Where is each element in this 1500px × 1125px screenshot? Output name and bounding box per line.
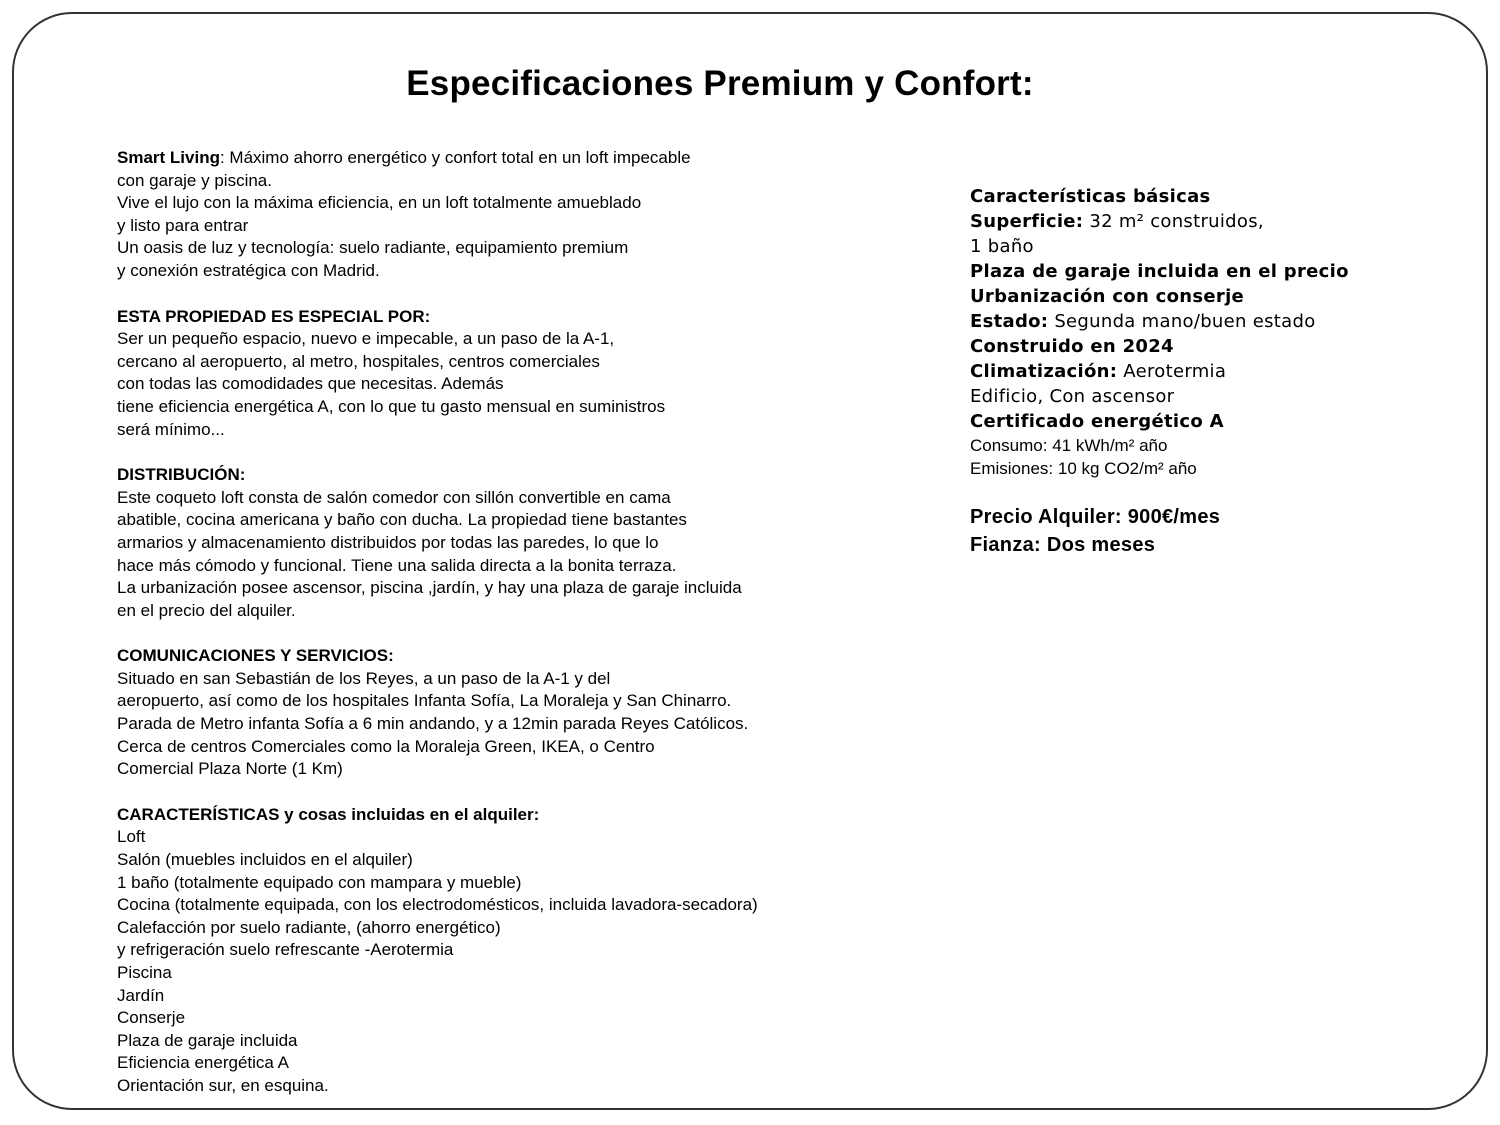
especial-line: Ser un pequeño espacio, nuevo e impecable, a un paso de la A-1, bbox=[117, 329, 615, 349]
consumo-value: Consumo: 41 kWh/m² año bbox=[970, 436, 1168, 455]
especial-line: cercano al aeropuerto, al metro, hospitales, centros comerciales bbox=[117, 351, 600, 371]
comunicaciones-line: Cerca de centros Comerciales como la Moraleja Green, IKEA, o Centro bbox=[117, 736, 655, 756]
intro-section bbox=[117, 147, 877, 283]
caracteristicas-item: Piscina bbox=[117, 963, 172, 982]
caracteristicas-item: Salón (muebles incluidos en el alquiler) bbox=[117, 850, 413, 870]
smart-living-label: Smart Living bbox=[117, 148, 220, 167]
construido-feature: Construido en 2024 bbox=[970, 336, 1174, 357]
intro-line: y conexión estratégica con Madrid. bbox=[117, 260, 380, 280]
basic-features-heading: Características básicas bbox=[970, 186, 1211, 207]
caracteristicas-item: 1 baño (totalmente equipado con mampara y mueble) bbox=[117, 872, 522, 892]
especial-heading: ESTA PROPIEDAD ES ESPECIAL POR: bbox=[117, 306, 431, 326]
especial-line: con todas las comodidades que necesitas. Además bbox=[117, 374, 504, 394]
comunicaciones-line: Situado en san Sebastián de los Reyes, a un paso de la A-1 y del bbox=[117, 668, 611, 688]
superficie-row bbox=[970, 209, 1470, 234]
price-block bbox=[970, 503, 1470, 559]
estado-value: Segunda mano/buen estado bbox=[1048, 311, 1316, 332]
intro-line: con garaje y piscina. bbox=[117, 170, 272, 190]
basic-features-column bbox=[970, 184, 1470, 559]
caracteristicas-heading: CARACTERÍSTICAS y cosas incluidas en el alquiler: bbox=[117, 804, 540, 824]
page-title: Especificaciones Premium y Confort: bbox=[406, 64, 1034, 103]
caracteristicas-item: Orientación sur, en esquina. bbox=[117, 1075, 329, 1095]
superficie-label: Superficie: bbox=[970, 211, 1084, 232]
intro-line: y listo para entrar bbox=[117, 215, 249, 235]
description-column bbox=[117, 147, 877, 1098]
superficie-value: 32 m² construidos, bbox=[1083, 211, 1264, 232]
garaje-feature: Plaza de garaje incluida en el precio bbox=[970, 261, 1349, 282]
caracteristicas-section bbox=[117, 804, 877, 1098]
comunicaciones-line: aeropuerto, así como de los hospitales Infanta Sofía, La Moraleja y San Chinarro. bbox=[117, 691, 732, 711]
caracteristicas-item: Eficiencia energética A bbox=[117, 1053, 289, 1073]
climatizacion-value: Aerotermia bbox=[1117, 361, 1227, 382]
edificio-value: Edificio, Con ascensor bbox=[970, 386, 1175, 407]
intro-first-line-text: : Máximo ahorro energético y confort total en un loft impecable bbox=[219, 148, 691, 167]
certificado-feature: Certificado energético A bbox=[970, 411, 1224, 432]
caracteristicas-item: y refrigeración suelo refrescante -Aerotermia bbox=[117, 940, 454, 960]
distribucion-line: abatible, cocina americana y baño con ducha. La propiedad tiene bastantes bbox=[117, 510, 687, 530]
caracteristicas-item: Plaza de garaje incluida bbox=[117, 1030, 298, 1050]
estado-row bbox=[970, 309, 1470, 334]
caracteristicas-item: Calefacción por suelo radiante, (ahorro energético) bbox=[117, 917, 501, 937]
distribucion-line: Este coqueto loft consta de salón comedor con sillón convertible en cama bbox=[117, 487, 671, 507]
comunicaciones-heading: COMUNICACIONES Y SERVICIOS: bbox=[117, 646, 394, 666]
caracteristicas-item: Jardín bbox=[117, 985, 165, 1005]
caracteristicas-item: Loft bbox=[117, 827, 146, 847]
climatizacion-label: Climatización: bbox=[970, 361, 1118, 382]
banos-value: 1 baño bbox=[970, 236, 1034, 257]
comunicaciones-line: Parada de Metro infanta Sofía a 6 min andando, y a 12min parada Reyes Católicos. bbox=[117, 714, 749, 734]
especial-line: tiene eficiencia energética A, con lo que tu gasto mensual en suministros bbox=[117, 396, 666, 416]
distribucion-line: hace más cómodo y funcional. Tiene una salida directa a la bonita terraza. bbox=[117, 555, 677, 575]
caracteristicas-item: Cocina (totalmente equipada, con los electrodomésticos, incluida lavadora-secadora) bbox=[117, 895, 758, 915]
emisiones-value: Emisiones: 10 kg CO2/m² año bbox=[970, 459, 1197, 478]
especial-line: será mínimo... bbox=[117, 419, 225, 439]
estado-label: Estado: bbox=[970, 311, 1049, 332]
especial-section bbox=[117, 306, 877, 442]
comunicaciones-section bbox=[117, 645, 877, 781]
intro-line: Vive el lujo con la máxima eficiencia, en un loft totalmente amueblado bbox=[117, 193, 642, 213]
urbanizacion-feature: Urbanización con conserje bbox=[970, 286, 1245, 307]
distribucion-line: La urbanización posee ascensor, piscina ,jardín, y hay una plaza de garaje incluida bbox=[117, 578, 742, 598]
distribucion-heading: DISTRIBUCIÓN: bbox=[117, 465, 246, 485]
intro-first-line bbox=[117, 147, 877, 170]
deposit: Fianza: Dos meses bbox=[970, 534, 1156, 556]
comunicaciones-line: Comercial Plaza Norte (1 Km) bbox=[117, 759, 343, 779]
rent-price: Precio Alquiler: 900€/mes bbox=[970, 506, 1221, 528]
distribucion-section bbox=[117, 464, 877, 622]
intro-line: Un oasis de luz y tecnología: suelo radiante, equipamiento premium bbox=[117, 238, 629, 258]
caracteristicas-item: Conserje bbox=[117, 1008, 186, 1028]
climatizacion-row bbox=[970, 359, 1470, 384]
distribucion-line: armarios y almacenamiento distribuidos por todas las paredes, lo que lo bbox=[117, 532, 659, 552]
distribucion-line: en el precio del alquiler. bbox=[117, 600, 296, 620]
slide-frame bbox=[12, 12, 1488, 1110]
